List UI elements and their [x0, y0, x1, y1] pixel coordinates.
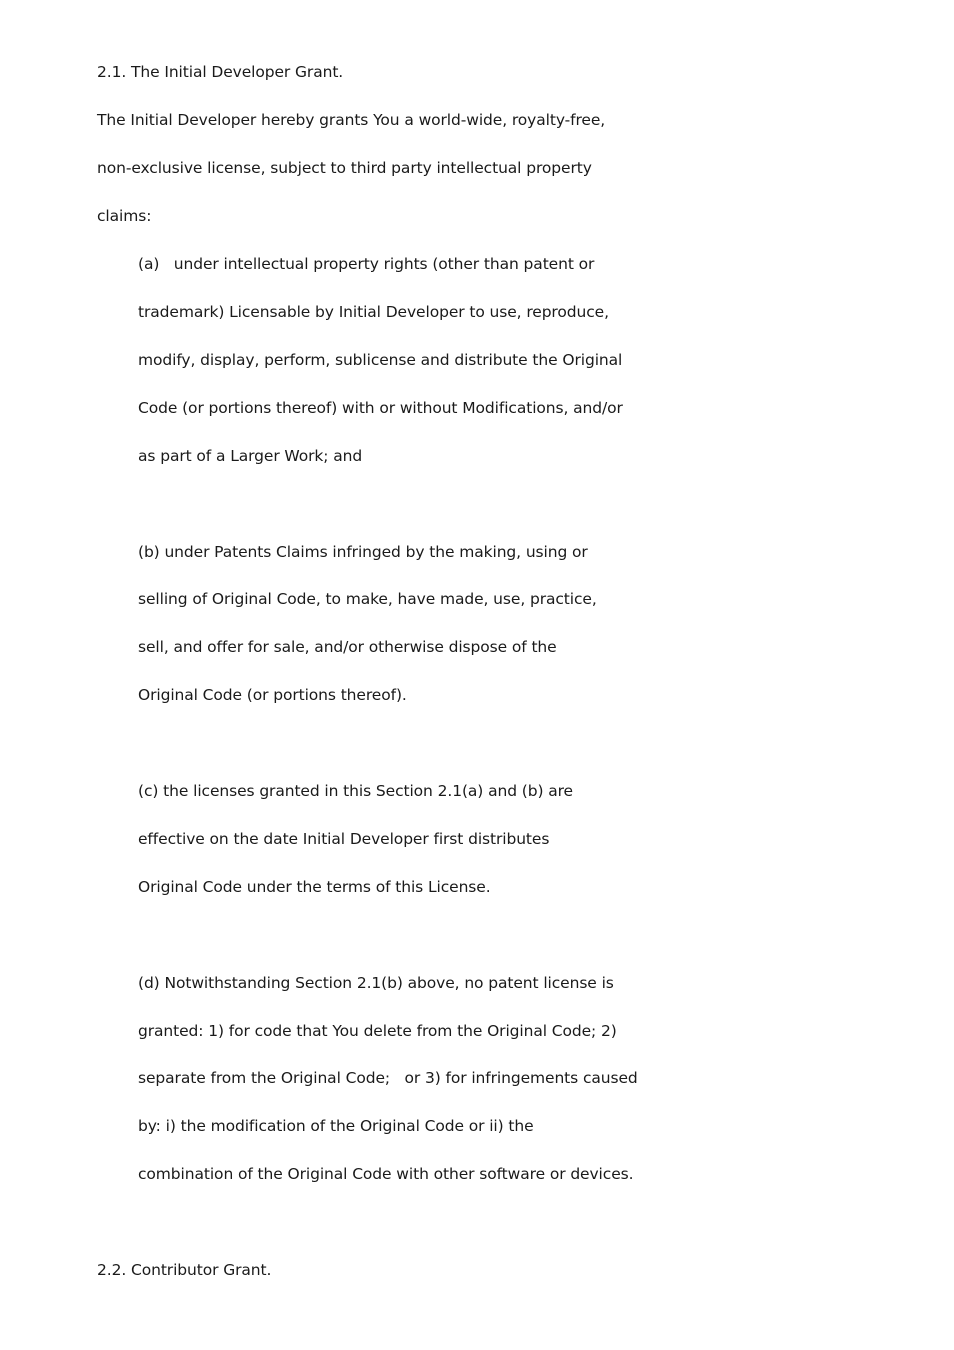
- section-heading: 2.2. Contributor Grant.: [97, 1261, 272, 1279]
- clause-a-line: as part of a Larger Work; and: [138, 447, 363, 465]
- clause-c-line: effective on the date Initial Developer first distributes: [138, 830, 550, 848]
- clause-c-line: Original Code under the terms of this License.: [138, 878, 491, 896]
- clause-b-line: Original Code (or portions thereof).: [138, 686, 407, 704]
- clause-d-line: combination of the Original Code with other software or devices.: [138, 1165, 634, 1183]
- clause-a-line: Code (or portions thereof) with or without Modifications, and/or: [138, 399, 623, 417]
- clause-a-line: trademark) Licensable by Initial Developer to use, reproduce,: [138, 303, 609, 321]
- clause-c-line: (c) the licenses granted in this Section 2.1(a) and (b) are: [138, 782, 573, 800]
- clause-b-line: (b) under Patents Claims infringed by the making, using or: [138, 543, 588, 561]
- clause-d-line: (d) Notwithstanding Section 2.1(b) above, no patent license is: [138, 974, 614, 992]
- clause-b-line: sell, and offer for sale, and/or otherwise dispose of the: [138, 638, 557, 656]
- section-heading: 2.1. The Initial Developer Grant.: [97, 63, 344, 81]
- clause-d-line: granted: 1) for code that You delete from the Original Code; 2): [138, 1022, 617, 1040]
- clause-a-line: modify, display, perform, sublicense and distribute the Original: [138, 351, 623, 369]
- clause-b-line: selling of Original Code, to make, have made, use, practice,: [138, 590, 597, 608]
- paragraph-line: non-exclusive license, subject to third party intellectual property: [97, 159, 592, 177]
- clause-d-line: by: i) the modification of the Original Code or ii) the: [138, 1117, 534, 1135]
- clause-d-line: separate from the Original Code; or 3) for infringements caused: [138, 1069, 638, 1087]
- paragraph-line: The Initial Developer hereby grants You a world-wide, royalty-free,: [97, 111, 606, 129]
- clause-a-line: (a) under intellectual property rights (other than patent or: [138, 255, 595, 273]
- paragraph-line: claims:: [97, 207, 152, 225]
